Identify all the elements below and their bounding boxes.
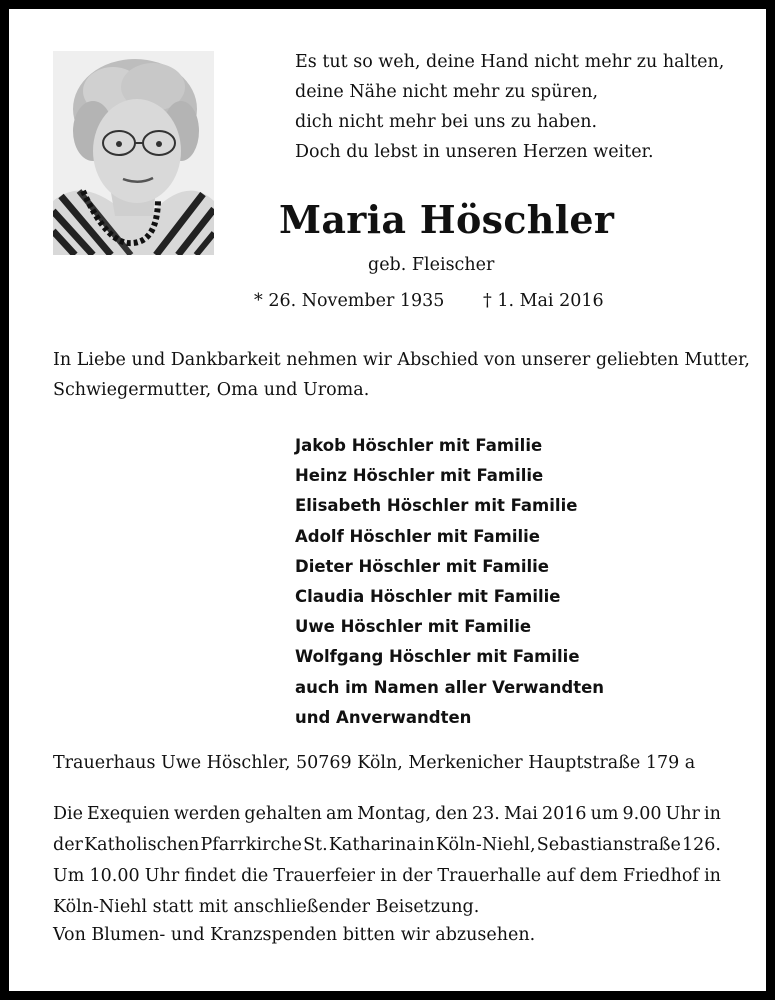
mourner-entry: Elisabeth Höschler mit Familie <box>295 496 578 516</box>
poem-line: dich nicht mehr bei uns zu haben. <box>295 112 598 132</box>
birth-date: * 26. November 1935 <box>254 291 445 311</box>
poem-line: Doch du lebst in unseren Herzen weiter. <box>295 142 654 162</box>
service-line: der Katholischen Pfarrkirche St. Katharina in Köln-Niehl, Sebastianstraße 126. <box>53 835 721 855</box>
mourner-entry: auch im Namen aller Verwandten <box>295 677 605 697</box>
mourner-entry: Claudia Höschler mit Familie <box>295 587 561 607</box>
mourner-entry: Dieter Höschler mit Familie <box>295 556 549 576</box>
portrait-image <box>53 51 214 255</box>
flowers-note: Von Blumen- und Kranzspenden bitten wir abzusehen. <box>53 925 536 945</box>
mourner-entry: Adolf Höschler mit Familie <box>295 526 540 546</box>
service-line: Die Exequien werden gehalten am Montag, den 23. Mai 2016 um 9.00 Uhr in <box>53 804 721 824</box>
mourners-list <box>295 431 604 733</box>
obituary-card <box>9 9 766 991</box>
mourner-entry: und Anverwandten <box>295 707 472 727</box>
mourner-entry: Heinz Höschler mit Familie <box>295 466 544 486</box>
portrait-photo <box>53 51 214 255</box>
mourner-entry: Jakob Höschler mit Familie <box>295 436 543 455</box>
deceased-name: Maria Höschler <box>279 197 615 242</box>
farewell-text <box>53 345 753 405</box>
mourner-entry: Uwe Höschler mit Familie <box>295 617 532 637</box>
farewell-line: Schwiegermutter, Oma und Uroma. <box>53 380 370 400</box>
farewell-line: In Liebe und Dankbarkeit nehmen wir Abschied von unserer geliebten Mutter, <box>53 350 750 370</box>
poem-line: deine Nähe nicht mehr zu spüren, <box>295 82 599 102</box>
death-date: † 1. Mai 2016 <box>483 291 604 311</box>
mourning-house-address: Trauerhaus Uwe Höschler, 50769 Köln, Merkenicher Hauptstraße 179 a <box>53 753 696 773</box>
memorial-poem <box>295 47 745 167</box>
mourner-entry: Wolfgang Höschler mit Familie <box>295 647 580 667</box>
service-line: Um 10.00 Uhr findet die Trauerfeier in der Trauerhalle auf dem Friedhof in <box>53 866 721 886</box>
service-details <box>53 799 721 923</box>
service-line: Köln-Niehl statt mit anschließender Beisetzung. <box>53 897 480 917</box>
poem-line: Es tut so weh, deine Hand nicht mehr zu halten, <box>295 52 725 72</box>
born-name: geb. Fleischer <box>368 255 495 275</box>
